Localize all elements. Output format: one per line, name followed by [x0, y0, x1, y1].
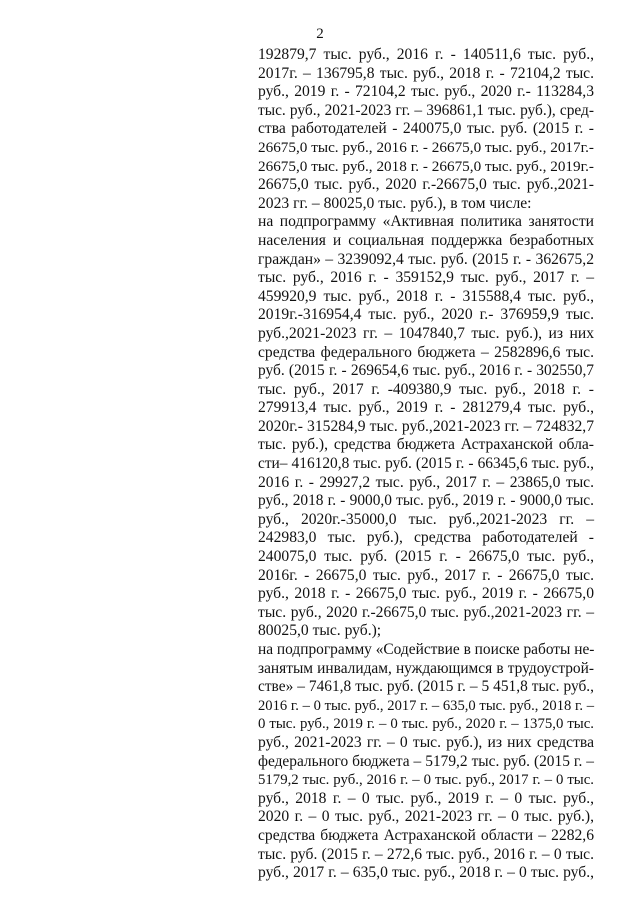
text-line: на подпрограмму «Содействие в поиске работы не- — [258, 641, 595, 658]
text-line: 5179,2 тыс. руб., 2016 г. – 0 тыс. руб., 2017 г. – 0 тыс. — [258, 772, 594, 789]
text-line: 0 тыс. руб., 2019 г. – 0 тыс. руб., 2020 г. – 1375,0 тыс. — [258, 716, 594, 733]
text-line: руб. (2015 г. - 269654,6 тыс. руб., 2016 г. - 302550,7 — [258, 362, 594, 380]
text-line: населения и социальная поддержка безработных — [258, 231, 594, 249]
text-line: 2016 г. - 29927,2 тыс. руб., 2017 г. – 23865,0 тыс. — [258, 473, 594, 491]
text-line: федерального бюджета – 5179,2 тыс. руб. (2015 г. – — [258, 752, 594, 770]
text-line: тыс. руб., 2017 г. -409380,9 тыс. руб., 2018 г. - — [258, 380, 594, 398]
text-line: 2016 г. – 0 тыс. руб., 2017 г. – 635,0 тыс. руб., 2018 г. – — [258, 697, 594, 714]
text-line: руб., 2018 г. – 0 тыс. руб., 2019 г. – 0 тыс. руб., — [258, 789, 594, 807]
text-line: тыс. руб. (2015 г. – 272,6 тыс. руб., 2016 г. – 0 тыс. — [258, 845, 594, 863]
text-line: тыс. руб., 2021-2023 гг. – 396861,1 тыс. руб.), сред- — [258, 101, 594, 119]
text-line: сти– 416120,8 тыс. руб. (2015 г. - 66345,6 тыс. руб., — [258, 455, 594, 473]
text-line: 2017г. – 136795,8 тыс. руб., 2018 г. - 72104,2 тыс. — [258, 64, 594, 82]
text-line: руб., 2018 г. - 9000,0 тыс. руб., 2019 г. - 9000,0 тыс. — [258, 492, 594, 510]
text-line: 26675,0 тыс. руб., 2020 г.-26675,0 тыс. руб.,2021- — [258, 176, 594, 194]
text-line: руб.,2021-2023 гг. – 1047840,7 тыс. руб.), из них — [258, 324, 594, 342]
text-line: 242983,0 тыс. руб.), средства работодателей - — [258, 529, 594, 547]
text-line: 26675,0 тыс. руб., 2016 г. - 26675,0 тыс. руб., 2017г.- — [258, 138, 594, 156]
text-line: 459920,9 тыс. руб., 2018 г. - 315588,4 тыс. руб., — [258, 287, 594, 305]
text-line: 80025,0 тыс. руб.); — [258, 622, 382, 640]
text-line: руб., 2017 г. – 635,0 тыс. руб., 2018 г. – 0 тыс. руб., — [258, 864, 594, 882]
text-line: 2019г.-316954,4 тыс. руб., 2020 г.- 376959,9 тыс. — [258, 306, 594, 324]
text-line: руб., 2019 г. - 72104,2 тыс. руб., 2020 г.- 113284,3 — [258, 83, 594, 101]
text-line: граждан» – 3239092,4 тыс. руб. (2015 г. - 362675,2 — [258, 250, 594, 268]
text-line: средства федерального бюджета – 2582896,6 тыс. — [258, 343, 594, 361]
text-line: ства работодателей - 240075,0 тыс. руб. (2015 г. - — [258, 120, 594, 138]
text-line: на подпрограмму «Активная политика занятости — [258, 213, 594, 231]
text-line: 2023 гг. – 80025,0 тыс. руб.), в том числе: — [258, 194, 532, 212]
text-line: 192879,7 тыс. руб., 2016 г. - 140511,6 тыс. руб., — [258, 46, 594, 63]
text-line: руб., 2020г.-35000,0 тыс. руб.,2021-2023 гг. – — [258, 510, 594, 528]
text-line: стве» – 7461,8 тыс. руб. (2015 г. – 5 451,8 тыс. руб., — [258, 678, 594, 696]
text-line: тыс. руб.), средства бюджета Астраханской обла- — [258, 436, 594, 454]
text-line: руб., 2021-2023 гг. – 0 тыс. руб.), из них средства — [258, 733, 594, 751]
page-number: 2 — [316, 26, 324, 42]
text-line: 2020г.- 315284,9 тыс. руб.,2021-2023 гг. – 724832,7 — [258, 417, 594, 435]
text-line: занятым инвалидам, нуждающимся в трудоустрой- — [258, 659, 594, 677]
text-line: 2016г. - 26675,0 тыс. руб., 2017 г. - 26675,0 тыс. — [258, 566, 594, 584]
text-line: 240075,0 тыс. руб. (2015 г. - 26675,0 тыс. руб., — [258, 548, 594, 566]
text-line: 279913,4 тыс. руб., 2019 г. - 281279,4 тыс. руб., — [258, 399, 594, 417]
text-line: 2020 г. – 0 тыс. руб., 2021-2023 гг. – 0 тыс. руб.), — [258, 808, 594, 826]
text-line: 26675,0 тыс. руб., 2018 г. - 26675,0 тыс. руб., 2019г.- — [258, 157, 594, 175]
text-line: руб., 2018 г. - 26675,0 тыс. руб., 2019 г. - 26675,0 — [258, 585, 594, 603]
text-line: средства бюджета Астраханской области – 2282,6 — [258, 826, 594, 844]
document-body — [258, 46, 594, 883]
text-line: тыс. руб., 2020 г.-26675,0 тыс. руб.,2021-2023 гг. – — [258, 603, 594, 621]
text-line: тыс. руб., 2016 г. - 359152,9 тыс. руб., 2017 г. – — [258, 269, 594, 287]
